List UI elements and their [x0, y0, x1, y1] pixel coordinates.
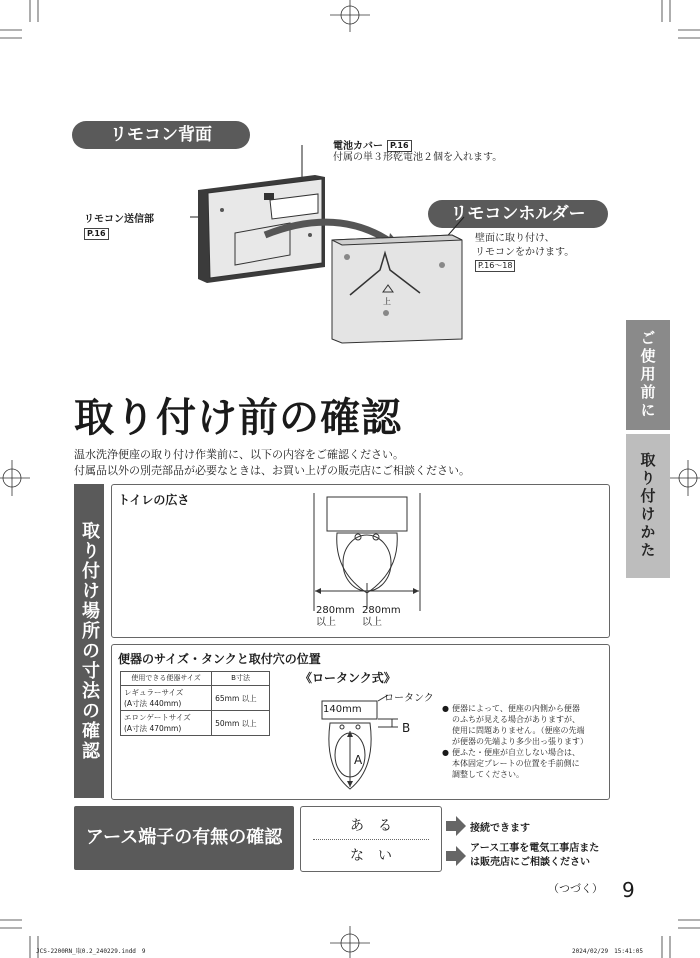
bullet-line: 使用に問題ありません。（便座の先端: [452, 726, 585, 735]
holder-note-line1: 壁面に取り付け、: [475, 233, 555, 244]
battery-note: 付属の単３形乾電池２個を入れます。: [333, 152, 503, 163]
tab-installation[interactable]: 取り付けかた: [626, 434, 670, 578]
toilet-space-title: トイレの広さ: [118, 493, 190, 507]
space-left: [316, 605, 355, 629]
earth-yes: あ る: [350, 818, 392, 834]
space-right: [362, 605, 401, 629]
space-left-value: 280mm: [316, 605, 355, 616]
space-left-sub: 以上: [316, 617, 336, 628]
table-header-row: [121, 672, 270, 686]
earth-title: アース端子の有無の確認: [74, 806, 294, 870]
row-size: レギュラーサイズ: [124, 688, 184, 697]
transmitter-label: リモコン送信部: [84, 214, 154, 225]
row-b: 50mm 以上: [212, 711, 270, 736]
arrow-no-icon: [446, 846, 466, 866]
table-row: [121, 711, 270, 736]
footer-file: JCS-2200RN_取0.2_240229.indd 9: [36, 948, 146, 955]
page-ref-battery: P.16: [387, 140, 412, 152]
toilet-space-diagram: [302, 491, 442, 611]
section-dimensions-text: 取り付け場所の寸法の確認: [79, 521, 100, 761]
remote-illustration: [190, 145, 480, 345]
bowl-size-table: [120, 671, 270, 736]
label-a: A: [354, 753, 363, 767]
earth-divider: [313, 839, 429, 840]
bullet-line: 便ふた・便座が自立しない場合は、: [452, 748, 580, 757]
table-header-b: B寸法: [212, 672, 270, 686]
arrow-yes-icon: [446, 816, 466, 836]
bowl-size-title: 便器のサイズ・タンクと取付穴の位置: [118, 652, 321, 666]
page-title: 取り付け前の確認: [74, 395, 402, 441]
bullet-line: のふちが見える場合がありますが、: [452, 715, 580, 724]
bullet-item: ● 便ふた・便座が自立しない場合は、 本体固定プレートの位置を手前側に 調整してください。: [442, 747, 607, 780]
transmitter-callout: [84, 210, 154, 240]
row-b: 65mm 以上: [212, 686, 270, 711]
space-right-sub: 以上: [362, 617, 382, 628]
holder-note-line2: リモコンをかけます。: [475, 247, 575, 258]
holder-up-mark: 上: [383, 297, 391, 306]
width-label: 140mm: [323, 704, 362, 715]
row-size-sub: (A寸法 440mm): [124, 699, 182, 708]
tank-label: ロータンク: [384, 693, 434, 704]
intro-line2: 付属品以外の別売部品が必要なときは、お買い上げの販売店にご相談ください。: [74, 464, 470, 477]
table-row: [121, 686, 270, 711]
continued-label: （つづく）: [548, 882, 603, 895]
bullet-line: 調整してください。: [452, 770, 524, 779]
toilet-space-box: [111, 484, 610, 638]
page-ref-transmitter: P.16: [84, 228, 109, 240]
intro-line1: 温水洗浄便座の取り付け作業前に、以下の内容をご確認ください。: [74, 448, 404, 461]
earth-no: な い: [350, 848, 392, 864]
bullet-item: ● 便器によって、便座の内側から便器 のふちが見える場合がありますが、 使用に問題ありません。（便座の先端 が便器の先端より多少出っ張ります）: [442, 703, 607, 747]
earth-no-result: [470, 842, 599, 870]
tab-before-use[interactable]: ご使用前に: [626, 320, 670, 430]
bullet-line: が便器の先端より多少出っ張ります）: [452, 737, 588, 746]
battery-cover-label: 電池カバー: [333, 141, 383, 152]
bullet-line: 便器によって、便座の内側から便器: [452, 704, 580, 713]
earth-options-box: [300, 806, 442, 872]
bowl-size-box: [111, 644, 610, 800]
page-number: 9: [622, 878, 635, 902]
row-size-sub: (A寸法 470mm): [124, 724, 182, 733]
row-size: エロンゲートサイズ: [124, 713, 191, 722]
footer-date: 2024/02/29 15:41:05: [572, 948, 644, 955]
bullet-line: 本体固定プレートの位置を手前側に: [452, 759, 580, 768]
tank-type-label: 《ロータンク式》: [300, 671, 396, 685]
label-b: B: [402, 721, 411, 735]
page-ref-holder: P.16～18: [475, 260, 515, 272]
remote-back-title: リモコン背面: [72, 121, 250, 149]
table-header-size: 使用できる便器サイズ: [121, 672, 212, 686]
earth-no-line2: は販売店にご相談ください: [470, 857, 590, 868]
earth-no-line1: アース工事を電気工事店また: [470, 843, 600, 854]
holder-note: [475, 232, 574, 274]
earth-yes-result: 接続できます: [470, 823, 530, 834]
bowl-notes: [442, 703, 607, 780]
remote-holder-title: リモコンホルダー: [428, 200, 608, 228]
section-dimensions-label: [74, 484, 104, 798]
space-right-value: 280mm: [362, 605, 401, 616]
